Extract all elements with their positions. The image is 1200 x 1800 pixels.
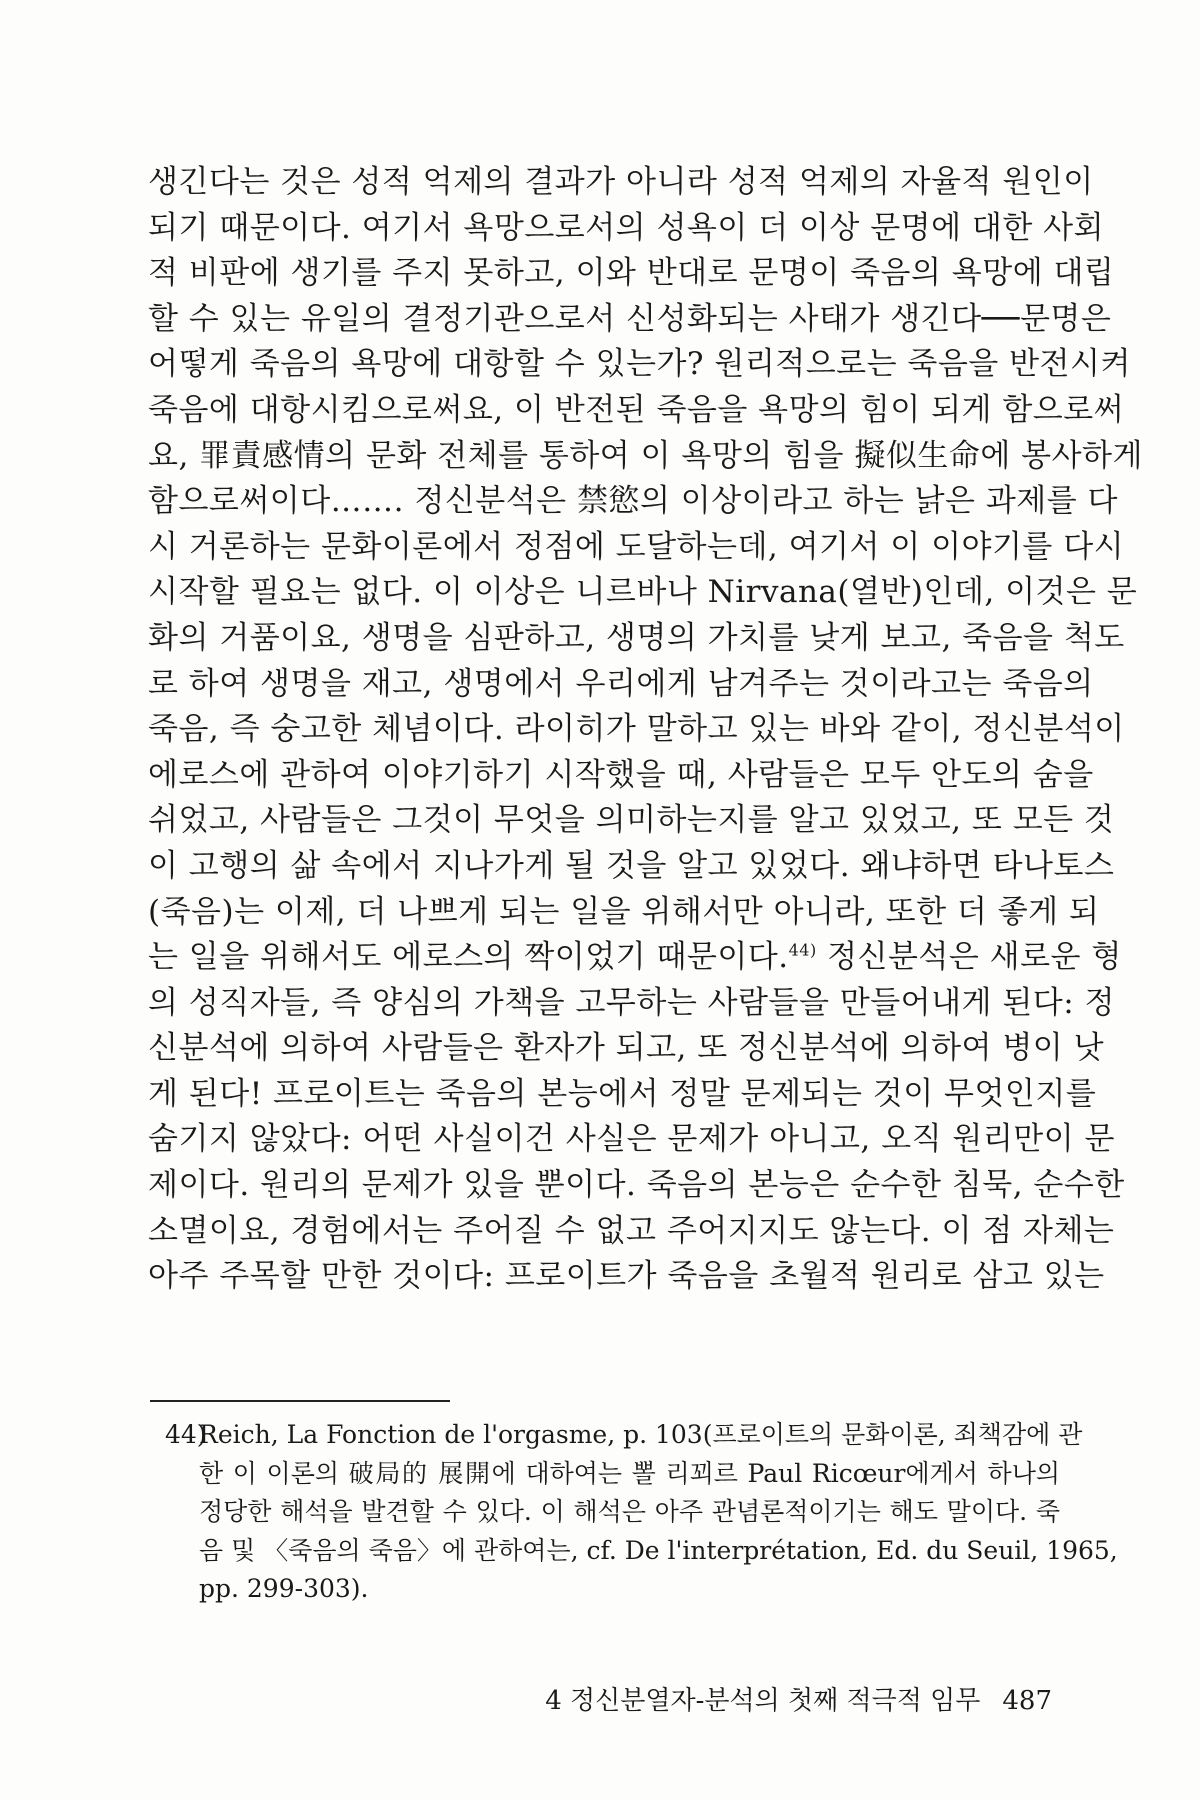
body-line: 요, 罪責感情의 문화 전체를 통하여 이 욕망의 힘을 擬似生命에 봉사하게 xyxy=(148,437,1143,474)
body-line: 게 된다! 프로이트는 죽음의 본능에서 정말 문제되는 것이 무엇인지를 xyxy=(148,1075,1097,1112)
body-text xyxy=(148,160,1143,1300)
footnote-line-text: Reich, La Fonction de l'orgasme, p. 103(프로이트의 문화이론, 죄책감에 관 xyxy=(199,1420,1083,1449)
footnote-line: 한 이 이론의 破局的 展開에 대하여는 뽈 리꾀르 Paul Ricœur에게서 하나의 xyxy=(199,1458,1060,1488)
body-line-text: 정신분석은 새로운 형 xyxy=(816,939,1122,976)
body-line: 적 비판에 생기를 주지 못하고, 이와 반대로 문명이 죽음의 욕망에 대립 xyxy=(148,255,1115,292)
body-line: 숨기지 않았다: 어떤 사실이건 사실은 문제가 아니고, 오직 원리만이 문 xyxy=(148,1121,1115,1158)
footnote-line: pp. 299-303). xyxy=(199,1574,369,1603)
body-line: 생긴다는 것은 성적 억제의 결과가 아니라 성적 억제의 자율적 원인이 xyxy=(148,164,1094,200)
body-line: 로 하여 생명을 재고, 생명에서 우리에게 남겨주는 것이라고는 죽음의 xyxy=(148,665,1094,702)
body-line: 소멸이요, 경험에서는 주어질 수 없고 주어지지도 않는다. 이 점 자체는 xyxy=(148,1212,1115,1249)
body-line: 의 성직자들, 즉 양심의 가책을 고무하는 사람들을 만들어내게 된다: 정 xyxy=(148,984,1115,1021)
body-line: 죽음, 즉 숭고한 체념이다. 라이히가 말하고 있는 바와 같이, 정신분석이 xyxy=(148,711,1125,748)
footnote-line: 음 및 〈죽음의 죽음〉에 관하여는, cf. De l'interprétation, Ed. du Seuil, 1965, xyxy=(199,1535,1118,1565)
body-line: 시작할 필요는 없다. 이 이상은 니르바나 Nirvana(열반)인데, 이것은 문 xyxy=(148,574,1138,611)
footnote-reference[interactable]: 44) xyxy=(788,940,817,960)
body-line: 시 거론하는 문화이론에서 정점에 도달하는데, 여기서 이 이야기를 다시 xyxy=(148,528,1125,565)
footnote xyxy=(165,1416,1118,1609)
footnote-line xyxy=(165,1416,1083,1455)
body-line: 쉬었고, 사람들은 그것이 무엇을 의미하는지를 알고 있었고, 또 모든 것 xyxy=(148,802,1115,839)
body-line: 할 수 있는 유일의 결정기관으로서 신성화되는 사태가 생긴다──문명은 xyxy=(148,300,1112,337)
body-line-with-note-ref xyxy=(148,935,1122,981)
body-line-text: 는 일을 위해서도 에로스의 짝이었기 때문이다. xyxy=(148,939,789,976)
body-line: (죽음)는 이제, 더 나쁘게 되는 일을 위해서만 아니라, 또한 더 좋게 되 xyxy=(148,893,1100,930)
body-line: 죽음에 대항시킴으로써요, 이 반전된 죽음을 욕망의 힘이 되게 함으로써 xyxy=(148,391,1125,428)
body-line: 신분석에 의하여 사람들은 환자가 되고, 또 정신분석에 의하여 병이 낫 xyxy=(148,1030,1105,1067)
footnote-line: 정당한 해석을 발견할 수 있다. 이 해석은 아주 관념론적이기는 해도 말이다. 죽 xyxy=(199,1497,1060,1526)
body-line: 되기 때문이다. 여기서 욕망으로서의 성욕이 더 이상 문명에 대한 사회 xyxy=(148,209,1105,246)
running-footer xyxy=(545,1680,1052,1717)
body-line: 제이다. 원리의 문제가 있을 뿐이다. 죽음의 본능은 순수한 침묵, 순수한 xyxy=(148,1167,1125,1204)
body-line: 에로스에 관하여 이야기하기 시작했을 때, 사람들은 모두 안도의 숨을 xyxy=(148,756,1094,793)
body-line: 이 고행의 삶 속에서 지나가게 될 것을 알고 있었다. 왜냐하면 타나토스 xyxy=(148,847,1115,884)
footnote-number: 44) xyxy=(165,1420,207,1449)
chapter-title: 4 정신분열자-분석의 첫째 적극적 임무 xyxy=(545,1686,981,1716)
body-line: 어떻게 죽음의 욕망에 대항할 수 있는가? 원리적으로는 죽음을 반전시켜 xyxy=(148,346,1131,383)
page-number: 487 xyxy=(1002,1686,1052,1716)
body-line: 화의 거품이요, 생명을 심판하고, 생명의 가치를 낮게 보고, 죽음을 척도 xyxy=(148,619,1125,656)
footnote-divider xyxy=(150,1400,450,1402)
body-line: 아주 주목할 만한 것이다: 프로이트가 죽음을 초월적 원리로 삼고 있는 xyxy=(148,1258,1105,1295)
body-line: 함으로써이다……. 정신분석은 禁慾의 이상이라고 하는 낡은 과제를 다 xyxy=(148,483,1118,520)
